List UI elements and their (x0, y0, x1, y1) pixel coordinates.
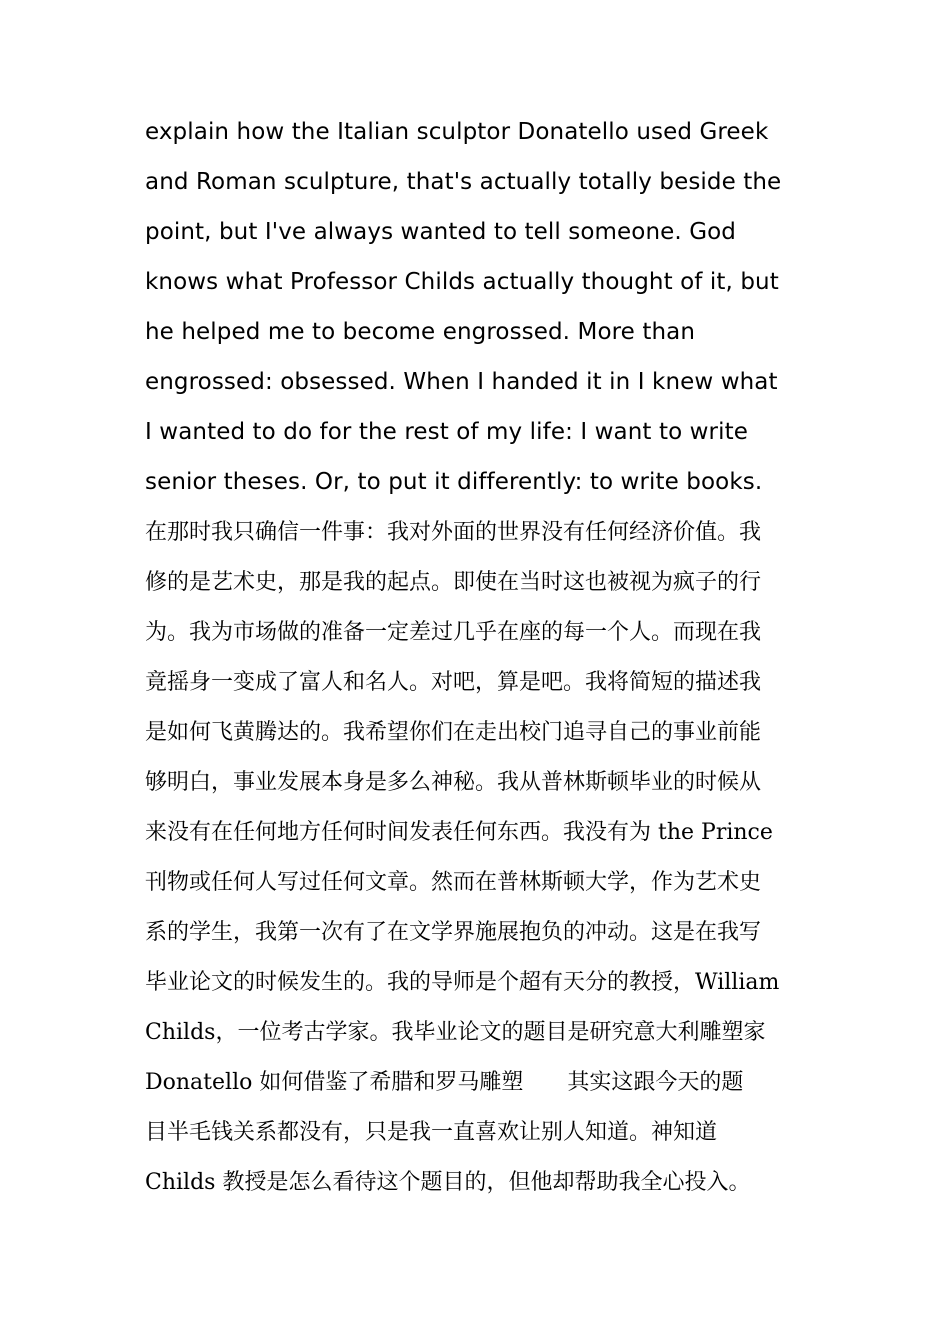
chinese-line: 为。我为市场做的准备一定差过几乎在座的每一个人。而现在我 (145, 620, 762, 645)
english-line: and Roman sculpture, that's actually totally beside the (145, 169, 782, 195)
english-paragraph (145, 107, 825, 507)
chinese-line: Childs 教授是怎么看待这个题目的，但他却帮助我全心投入。 (145, 1170, 751, 1195)
english-line: explain how the Italian sculptor Donatello used Greek (145, 119, 769, 145)
english-line: he helped me to become engrossed. More than (145, 319, 695, 345)
chinese-line: 修的是艺术史，那是我的起点。即使在当时这也被视为疯子的行 (145, 570, 762, 595)
chinese-line: 来没有在任何地方任何时间发表任何东西。我没有为 the Prince (145, 820, 773, 845)
english-line: I wanted to do for the rest of my life: I want to write (145, 419, 748, 445)
english-line: engrossed: obsessed. When I handed it in I knew what (145, 369, 778, 395)
chinese-line: 竟摇身一变成了富人和名人。对吧，算是吧。我将简短的描述我 (145, 670, 762, 695)
english-line: senior theses. Or, to put it differently: to write books. (145, 469, 763, 495)
chinese-line: 目半毛钱关系都没有，只是我一直喜欢让别人知道。神知道 (145, 1120, 718, 1145)
chinese-line: 刊物或任何人写过任何文章。然而在普林斯顿大学，作为艺术史 (145, 870, 762, 895)
english-line: point, but I've always wanted to tell someone. God (145, 219, 737, 245)
chinese-line: 够明白，事业发展本身是多么神秘。我从普林斯顿毕业的时候从 (145, 770, 762, 795)
chinese-paragraph (145, 508, 825, 1208)
chinese-line: 在那时我只确信一件事：我对外面的世界没有任何经济价值。我 (145, 520, 762, 545)
chinese-line: 毕业论文的时候发生的。我的导师是个超有天分的教授，William (145, 970, 780, 995)
english-line: knows what Professor Childs actually thought of it, but (145, 269, 779, 295)
chinese-line: 系的学生，我第一次有了在文学界施展抱负的冲动。这是在我写 (145, 920, 762, 945)
chinese-line: Childs，一位考古学家。我毕业论文的题目是研究意大利雕塑家 (145, 1020, 766, 1045)
chinese-line: 是如何飞黄腾达的。我希望你们在走出校门追寻自己的事业前能 (145, 720, 762, 745)
chinese-line: Donatello 如何借鉴了希腊和罗马雕塑 其实这跟今天的题 (145, 1070, 744, 1095)
